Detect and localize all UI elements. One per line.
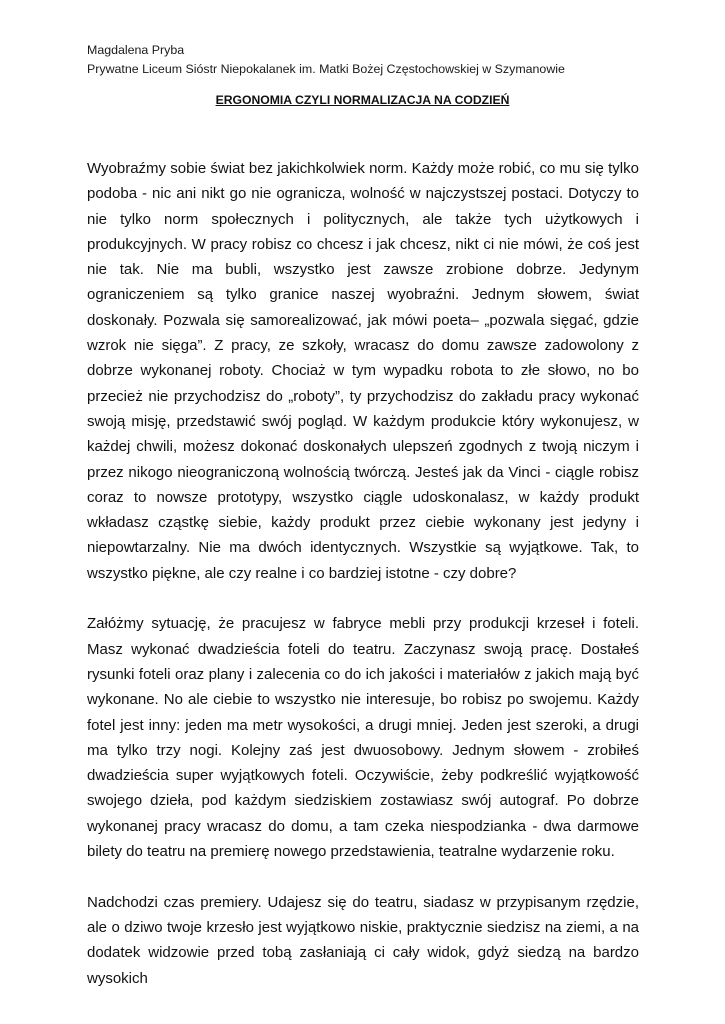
paragraph-1: Wyobraźmy sobie świat bez jakichkolwiek norm. Każdy może robić, co mu się tylko podoba - nic ani nikt go nie ogranicza, wolność w najczystszej postaci. Dotyczy to nie tylko norm społecznych i politycznych, ale także tych użytkowych i produkcyjnych. W pracy robisz co chcesz i jak chcesz, nikt ci nie mówi, że coś jest nie tak. Nie ma bubli, wszystko jest zawsze zrobione dobrze. Jedynym ograniczeniem są tylko granice naszej wyobraźni. Jednym słowem, świat doskonały. Pozwala się samorealizować, jak mówi poeta– „pozwala sięgać, gdzie wzrok nie sięga”. Z pracy, ze szkoły, wracasz do domu zawsze zadowolony z dobrze wykonanej roboty. Chociaż w tym wypadku robota to złe słowo, no bo przecież nie przychodzisz do „roboty”, ty przychodzisz do zakładu pracy wykonać swoją misję, przedstawić swój pogląd. W każdym produkcie który wykonujesz, w każdej chwili, możesz dokonać doskonałych ulepszeń zgodnych z twoją niczym i przez nikogo nieograniczoną wolnością twórczą. Jesteś jak da Vinci - ciągle robisz coraz to nowsze prototypy, wszystko ciągle udoskonalasz, w każdy produkt wkładasz cząstkę siebie, każdy produkt przez ciebie wykonany jest jedyny i niepowtarzalny. Nie ma dwóch identycznych. Wszystkie są wyjątkowe. Tak, to wszystko piękne, ale czy realne i co bardziej istotne - czy dobre?: [87, 160, 639, 582]
school-name: Prywatne Liceum Sióstr Niepokalanek im. Matki Bożej Częstochowskiej w Szymanowie: [87, 61, 565, 76]
paragraph-3: Nadchodzi czas premiery. Udajesz się do teatru, siadasz w przypisanym rzędzie, ale o dziwo twoje krzesło jest wyjątkowo niskie, praktycznie siedzisz na ziemi, a na dodatek widzowie przed tobą zasłaniają ci cały widok, gdyż siedzą na bardzo wysokich: [87, 893, 639, 987]
document-title: ERGONOMIA CZYLI NORMALIZACJA NA CODZIEŃ: [215, 93, 510, 107]
paragraph-2: Załóżmy sytuację, że pracujesz w fabryce mebli przy produkcji krzeseł i foteli. Masz wykonać dwadzieścia foteli do teatru. Zaczynasz swoją pracę. Dostałeś rysunki foteli oraz plany i zalecenia co do ich jakości i materiałów z jakich mają być wykonane. No ale ciebie to wszystko nie interesuje, bo robisz po swojemu. Każdy fotel jest inny: jeden ma metr wysokości, a drugi mniej. Jeden jest szeroki, a drugi ma tylko trzy nogi. Kolejny zaś jest dwuosobowy. Jednym słowem - zrobiłeś dwadzieścia super wyjątkowych foteli. Oczywiście, żeby podkreślić wyjątkowość swojego dzieła, pod każdym siedziskiem zostawiasz swój autograf. Po dobrze wykonanej pracy wracasz do domu, a tam czeka niespodzianka - dwa darmowe bilety do teatru na premierę nowego przedstawienia, teatralne wydarzenie roku.: [87, 615, 639, 861]
document-body: [87, 156, 639, 1016]
author-name: Magdalena Pryba: [87, 43, 185, 57]
document-header: [87, 41, 565, 78]
